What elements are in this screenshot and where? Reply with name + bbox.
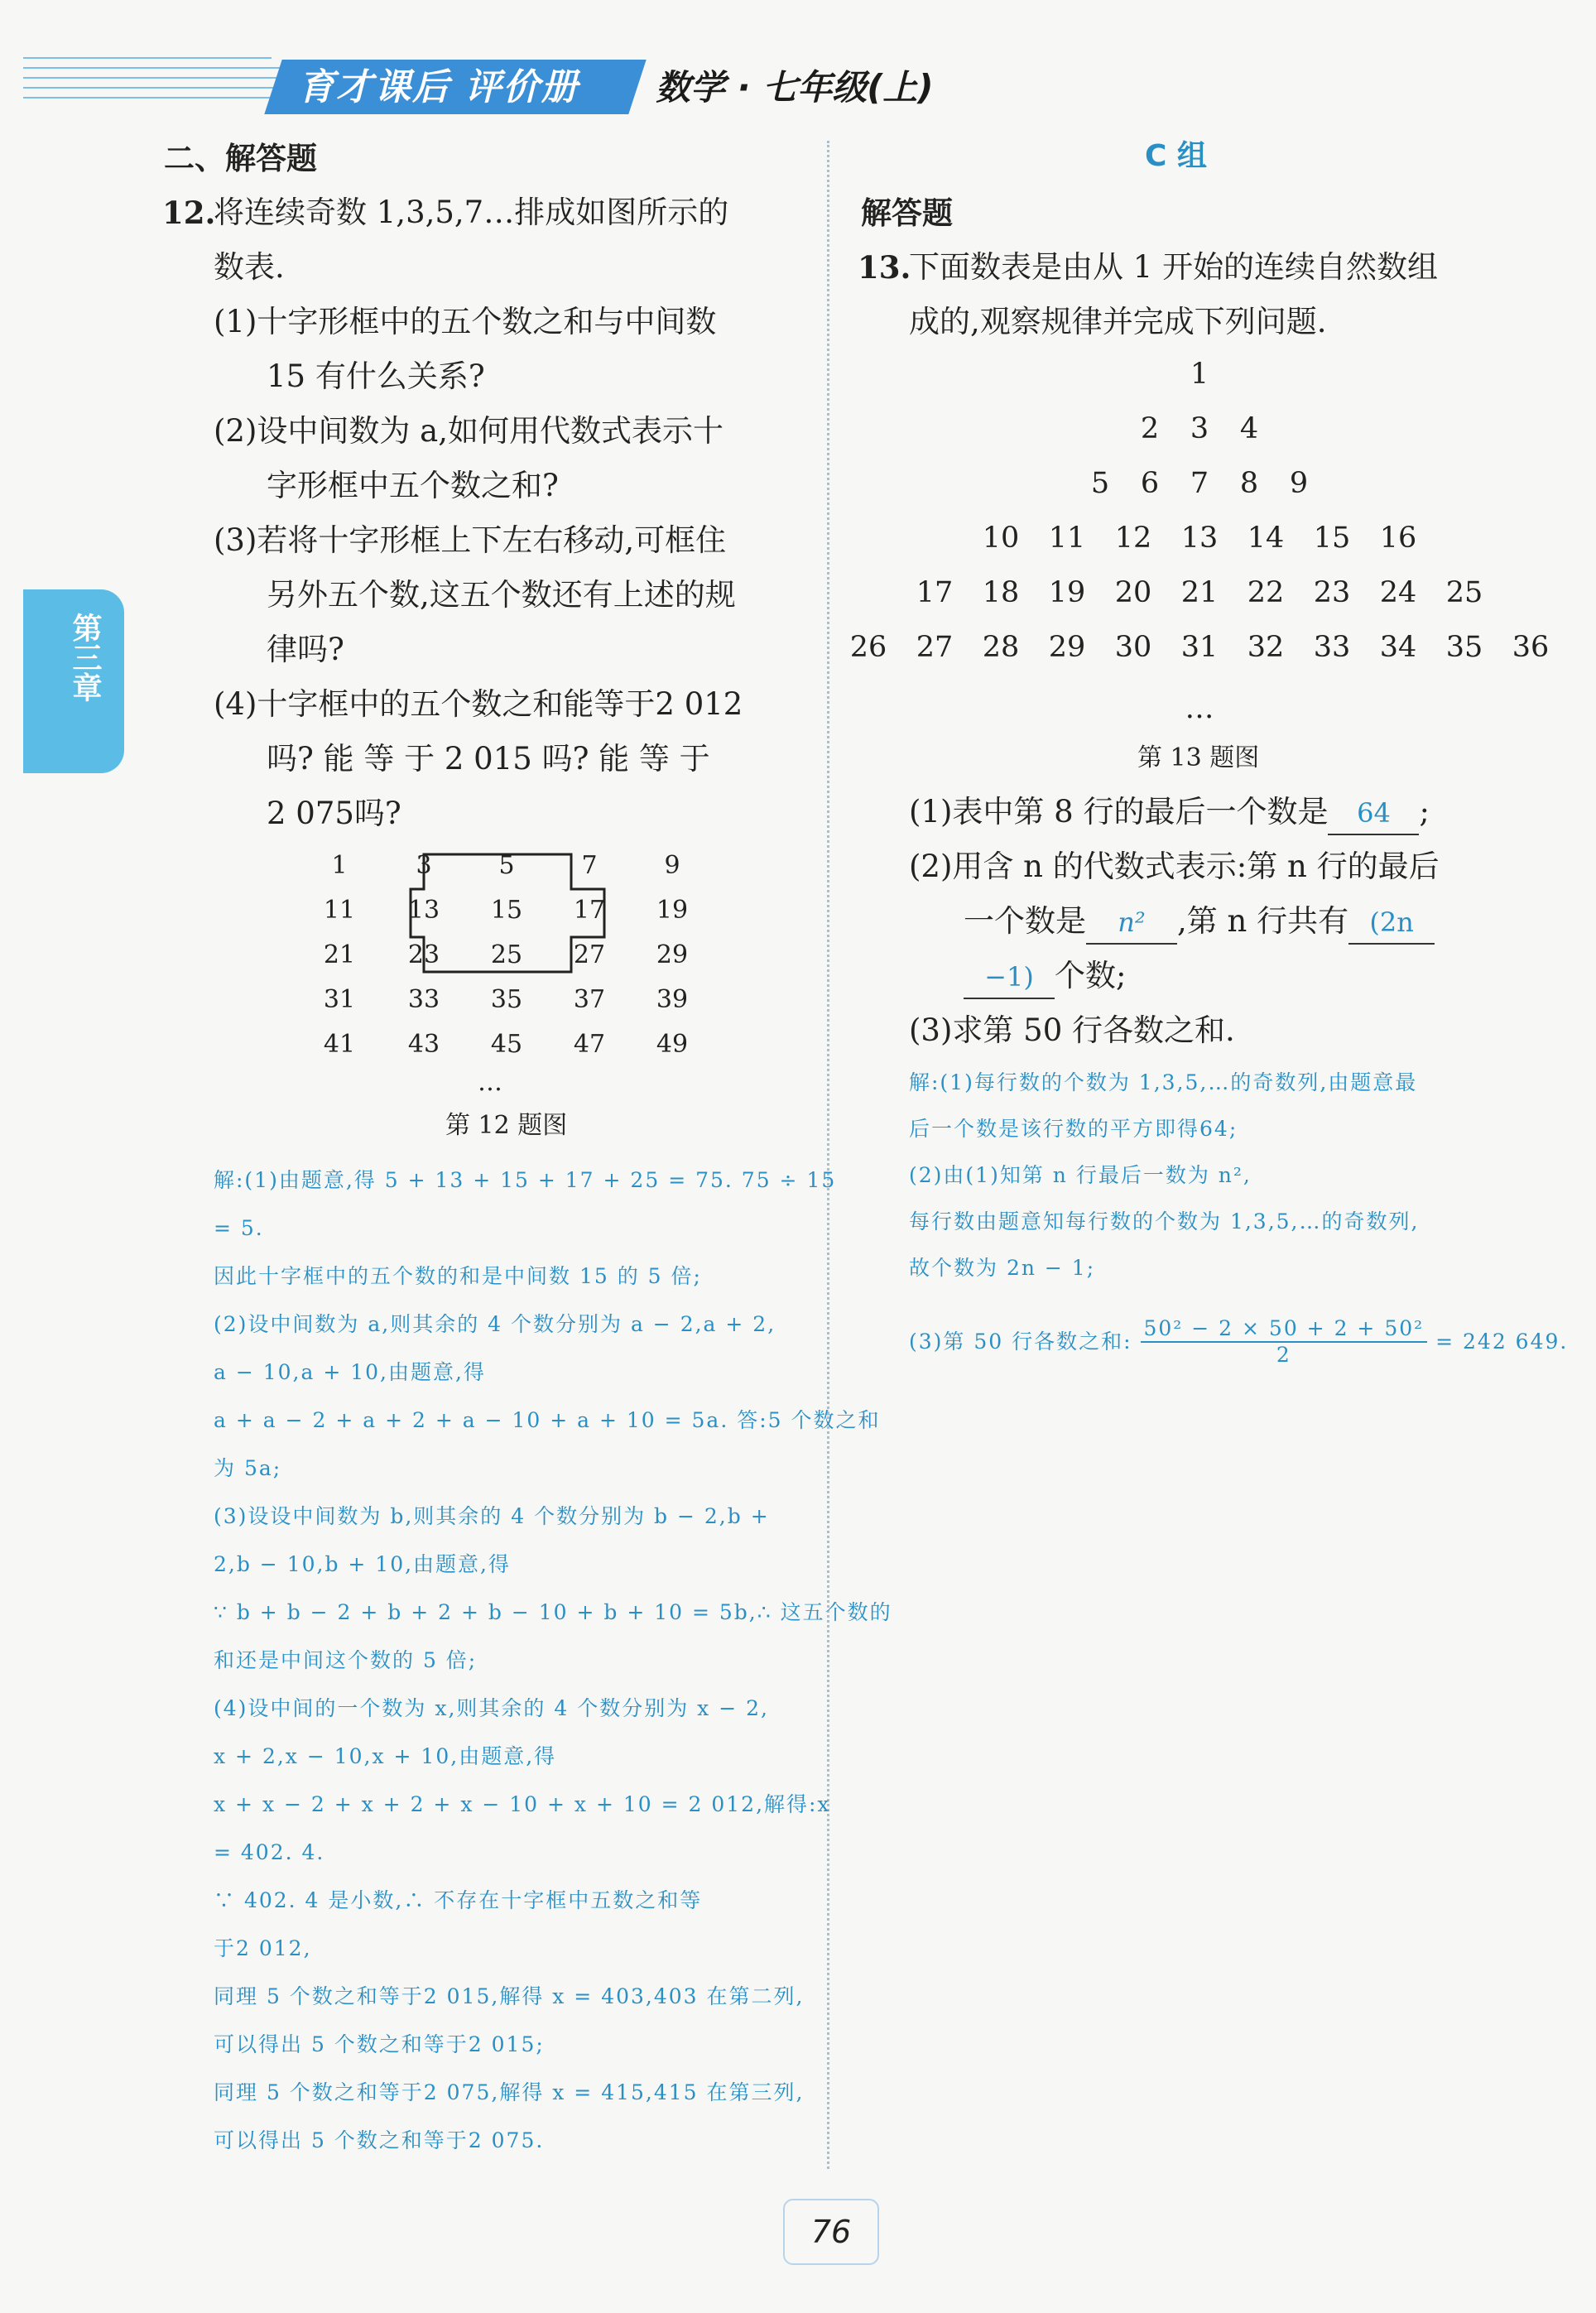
answer-line: 为 5a; bbox=[214, 1456, 282, 1480]
answer-line: (4)设中间的一个数为 x,则其余的 4 个数分别为 x − 2, bbox=[214, 1696, 769, 1720]
part-1-blank: 64 bbox=[1328, 792, 1419, 835]
triangle-cell: 1 bbox=[1190, 358, 1209, 391]
header-subject: 数学 · 七年级(上) bbox=[656, 67, 934, 108]
grid-cell: 23 bbox=[407, 940, 440, 969]
grid-cell: 47 bbox=[573, 1030, 606, 1059]
triangle-ellipsis: … bbox=[1185, 692, 1214, 725]
question-13-part-2-cont bbox=[964, 901, 1435, 945]
answer-line: a − 10,a + 10,由题意,得 bbox=[214, 1360, 486, 1384]
triangle-cell: 30 bbox=[1114, 631, 1152, 664]
question-13-part-3: (3)求第 50 行各数之和. bbox=[909, 1012, 1235, 1048]
triangle-cell: 2 bbox=[1140, 412, 1160, 445]
answer-line: 同理 5 个数之和等于2 075,解得 x = 415,415 在第三列, bbox=[214, 2080, 805, 2104]
part-2-end: 个数; bbox=[1055, 958, 1127, 993]
part-1-end: ; bbox=[1419, 794, 1430, 830]
answer-13-part-3 bbox=[909, 1316, 1568, 1368]
answer-line: 可以得出 5 个数之和等于2 015; bbox=[214, 2032, 545, 2056]
triangle-cell: 7 bbox=[1190, 467, 1209, 500]
triangle-cell: 34 bbox=[1379, 631, 1417, 664]
triangle-cell: 23 bbox=[1313, 576, 1351, 609]
answer-3-denominator: 2 bbox=[1276, 1343, 1291, 1367]
answer-line: 解:(1)每行数的个数为 1,3,5,…的奇数列,由题意最 bbox=[909, 1070, 1418, 1094]
part-2-blank-1: n² bbox=[1086, 902, 1177, 945]
triangle-cell: 11 bbox=[1048, 522, 1086, 555]
grid-cell: 25 bbox=[490, 940, 523, 969]
header-decoration-lines bbox=[23, 50, 296, 116]
triangle-cell: 21 bbox=[1180, 576, 1219, 609]
question-13-part-1 bbox=[909, 791, 1430, 835]
cross-frame bbox=[406, 849, 613, 982]
grid-cell: 17 bbox=[573, 896, 606, 925]
group-title: C 组 bbox=[1145, 139, 1207, 173]
answer-3-numerator: 50² − 2 × 50 + 2 + 50² bbox=[1141, 1316, 1428, 1343]
triangle-cell: 12 bbox=[1114, 522, 1152, 555]
grid-cell: 21 bbox=[323, 940, 356, 969]
triangle-cell: 10 bbox=[982, 522, 1020, 555]
part-2-mid: ,第 n 行共有 bbox=[1177, 903, 1349, 939]
grid-cell: 5 bbox=[498, 851, 515, 880]
triangle-cell: 24 bbox=[1379, 576, 1417, 609]
grid-ellipsis: … bbox=[478, 1068, 502, 1097]
question-12-subpart: (1)十字形框中的五个数之和与中间数 bbox=[214, 304, 717, 339]
question-12-subpart: 吗? 能 等 于 2 015 吗? 能 等 于 bbox=[267, 741, 710, 777]
triangle-cell: 33 bbox=[1313, 631, 1351, 664]
triangle-cell: 32 bbox=[1247, 631, 1285, 664]
question-12-subpart: 2 075吗? bbox=[267, 796, 401, 831]
triangle-cell: 3 bbox=[1190, 412, 1209, 445]
part-2-blank-2a: (2n bbox=[1348, 902, 1435, 945]
grid-cell: 49 bbox=[656, 1030, 689, 1059]
grid-cell: 7 bbox=[581, 851, 598, 880]
question-13-line: 成的,观察规律并完成下列问题. bbox=[909, 304, 1327, 339]
answer-line: 于2 012, bbox=[214, 1936, 312, 1960]
question-12-line: 将连续奇数 1,3,5,7…排成如图所示的 bbox=[214, 195, 729, 230]
triangle-cell: 6 bbox=[1140, 467, 1160, 500]
triangle-cell: 17 bbox=[916, 576, 954, 609]
section-title-right: 解答题 bbox=[861, 195, 953, 231]
question-12-subpart: 另外五个数,这五个数还有上述的规 bbox=[267, 577, 736, 613]
triangle-cell: 28 bbox=[982, 631, 1020, 664]
part-1-text: (1)表中第 8 行的最后一个数是 bbox=[909, 794, 1329, 830]
grid-cell: 29 bbox=[656, 940, 689, 969]
triangle-cell: 22 bbox=[1247, 576, 1285, 609]
answer-3-result: = 242 649. bbox=[1435, 1330, 1569, 1354]
answer-3-fraction bbox=[1141, 1316, 1428, 1368]
grid-cell: 41 bbox=[323, 1030, 356, 1059]
grid-cell: 3 bbox=[416, 851, 432, 880]
grid-cell: 9 bbox=[664, 851, 680, 880]
triangle-cell: 16 bbox=[1379, 522, 1417, 555]
triangle-cell: 19 bbox=[1048, 576, 1086, 609]
triangle-cell: 25 bbox=[1445, 576, 1483, 609]
page-number: 76 bbox=[810, 2214, 852, 2250]
answer-line: 和还是中间这个数的 5 倍; bbox=[214, 1648, 478, 1672]
triangle-cell: 26 bbox=[849, 631, 887, 664]
triangle-cell: 14 bbox=[1247, 522, 1285, 555]
answer-line: ∵ b + b − 2 + b + 2 + b − 10 + b + 10 = 5b,∴ 这五个数的 bbox=[214, 1600, 892, 1624]
question-12-line: 数表. bbox=[214, 249, 285, 285]
answer-line: 2,b − 10,b + 10,由题意,得 bbox=[214, 1552, 512, 1576]
triangle-cell: 4 bbox=[1239, 412, 1259, 445]
triangle-cell: 31 bbox=[1180, 631, 1219, 664]
grid-cell: 27 bbox=[573, 940, 606, 969]
question-12-subpart: 15 有什么关系? bbox=[267, 358, 485, 394]
question-13-part-2-end bbox=[964, 955, 1126, 999]
chapter-side-tab-label: 第三章 bbox=[68, 613, 102, 702]
section-title: 二、解答题 bbox=[164, 140, 317, 176]
triangle-cell: 35 bbox=[1445, 631, 1483, 664]
grid-cell: 13 bbox=[407, 896, 440, 925]
answer-line: (2)由(1)知第 n 行最后一数为 n², bbox=[909, 1163, 1252, 1187]
answer-line: (2)设中间数为 a,则其余的 4 个数分别为 a − 2,a + 2, bbox=[214, 1312, 776, 1336]
grid-cell: 15 bbox=[490, 896, 523, 925]
answer-line: ∵ 402. 4 是小数,∴ 不存在十字框中五数之和等 bbox=[214, 1888, 703, 1912]
question-12-subpart: 字形框中五个数之和? bbox=[267, 468, 559, 503]
question-12-number: 12. bbox=[162, 195, 216, 231]
answer-line: 故个数为 2n − 1; bbox=[909, 1256, 1096, 1280]
figure-12-caption: 第 12 题图 bbox=[445, 1111, 568, 1140]
grid-cell: 45 bbox=[490, 1030, 523, 1059]
answer-line: 同理 5 个数之和等于2 015,解得 x = 403,403 在第二列, bbox=[214, 1984, 805, 2008]
question-13-line: 下面数表是由从 1 开始的连续自然数组 bbox=[909, 249, 1439, 285]
answer-line: = 402. 4. bbox=[214, 1840, 325, 1864]
grid-cell: 35 bbox=[490, 985, 523, 1014]
answer-line: a + a − 2 + a + 2 + a − 10 + a + 10 = 5a. 答:5 个数之和 bbox=[214, 1408, 881, 1432]
grid-cell: 11 bbox=[323, 896, 356, 925]
grid-cell: 43 bbox=[407, 1030, 440, 1059]
question-12-subpart: (3)若将十字形框上下左右移动,可框住 bbox=[214, 522, 727, 558]
grid-cell: 19 bbox=[656, 896, 689, 925]
triangle-cell: 9 bbox=[1289, 467, 1309, 500]
grid-cell: 31 bbox=[323, 985, 356, 1014]
answer-3-prefix: (3)第 50 行各数之和: bbox=[909, 1330, 1132, 1354]
grid-cell: 37 bbox=[573, 985, 606, 1014]
question-12-subpart: 律吗? bbox=[267, 632, 344, 667]
header-banner-title: 育才课后 评价册 bbox=[298, 66, 579, 108]
answer-line: 后一个数是该行数的平方即得64; bbox=[909, 1117, 1238, 1141]
question-13-part-2: (2)用含 n 的代数式表示:第 n 行的最后 bbox=[909, 849, 1440, 884]
triangle-cell: 36 bbox=[1512, 631, 1550, 664]
triangle-cell: 20 bbox=[1114, 576, 1152, 609]
triangle-cell: 27 bbox=[916, 631, 954, 664]
question-12-subpart: (4)十字框中的五个数之和能等于2 012 bbox=[214, 686, 743, 722]
grid-cell: 1 bbox=[331, 851, 348, 880]
answer-line: 解:(1)由题意,得 5 + 13 + 15 + 17 + 25 = 75. 75 ÷ 15 bbox=[214, 1168, 837, 1192]
answer-line: = 5. bbox=[214, 1216, 264, 1240]
answer-line: 每行数由题意知每行数的个数为 1,3,5,…的奇数列, bbox=[909, 1209, 1420, 1233]
triangle-cell: 29 bbox=[1048, 631, 1086, 664]
triangle-cell: 13 bbox=[1180, 522, 1219, 555]
answer-line: x + x − 2 + x + 2 + x − 10 + x + 10 = 2 012,解得:x bbox=[214, 1792, 831, 1816]
figure-13-caption: 第 13 题图 bbox=[1137, 743, 1260, 772]
question-12-subpart: (2)设中间数为 a,如何用代数式表示十 bbox=[214, 413, 723, 449]
answer-line: x + 2,x − 10,x + 10,由题意,得 bbox=[214, 1744, 557, 1768]
question-13-number: 13. bbox=[858, 249, 911, 286]
triangle-cell: 8 bbox=[1239, 467, 1259, 500]
part-2-text: 一个数是 bbox=[964, 903, 1086, 939]
column-divider bbox=[827, 141, 829, 2169]
triangle-cell: 18 bbox=[982, 576, 1020, 609]
grid-cell: 33 bbox=[407, 985, 440, 1014]
triangle-cell: 15 bbox=[1313, 522, 1351, 555]
part-2-blank-2b: −1) bbox=[964, 956, 1055, 999]
answer-line: 因此十字框中的五个数的和是中间数 15 的 5 倍; bbox=[214, 1264, 702, 1288]
answer-line: 可以得出 5 个数之和等于2 075. bbox=[214, 2128, 545, 2152]
triangle-cell: 5 bbox=[1090, 467, 1110, 500]
grid-cell: 39 bbox=[656, 985, 689, 1014]
answer-line: (3)设设中间数为 b,则其余的 4 个数分别为 b − 2,b + bbox=[214, 1504, 770, 1528]
